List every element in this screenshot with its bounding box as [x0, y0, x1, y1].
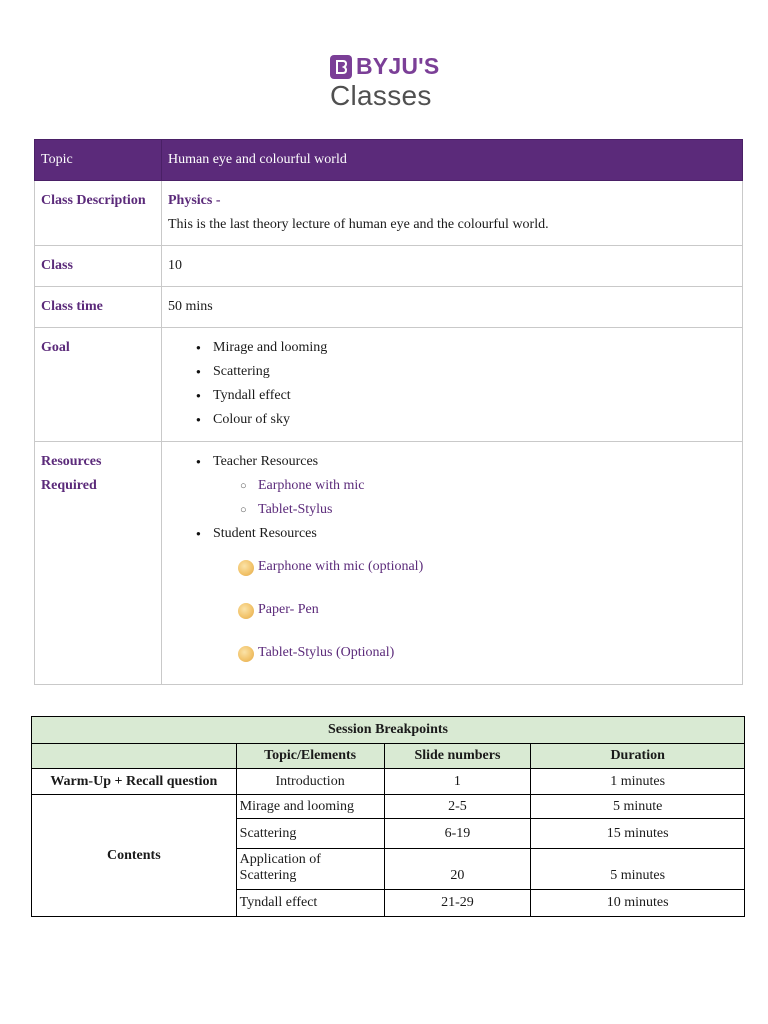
- byjus-b-icon: [330, 55, 352, 79]
- session-header: Duration: [531, 744, 745, 769]
- coin-bullet-icon: [238, 603, 254, 619]
- warmup-label: Warm-Up + Recall question: [32, 769, 237, 795]
- student-resources-item: [196, 522, 736, 546]
- description-text: This is the last theory lecture of human eye and the colourful world.: [168, 217, 549, 232]
- session-header-row: [32, 744, 745, 769]
- table-cell: Application of Scattering: [236, 849, 384, 890]
- description-label: Class Description: [35, 181, 162, 246]
- class-time-value: 50 mins: [162, 287, 743, 328]
- session-header-empty: [32, 744, 237, 769]
- student-resource: [240, 555, 736, 579]
- table-row: [32, 769, 745, 795]
- resources-label: [35, 442, 162, 685]
- table-cell: 20: [384, 849, 531, 890]
- contents-label: Contents: [32, 795, 237, 917]
- teacher-resources-item: [196, 450, 736, 474]
- resources-label-line2: Required: [41, 478, 97, 493]
- class-value: 10: [162, 246, 743, 287]
- table-cell: Scattering: [236, 819, 384, 849]
- student-resource-label: Tablet-Stylus (Optional): [258, 645, 395, 660]
- goal-row: [35, 328, 743, 442]
- table-cell: 1 minutes: [531, 769, 745, 795]
- coin-bullet-icon: [238, 560, 254, 576]
- coin-bullet-icon: [238, 646, 254, 662]
- table-cell: 2-5: [384, 795, 531, 819]
- description-cell: [162, 181, 743, 246]
- goal-item: ● Tyndall effect: [196, 384, 736, 408]
- goal-item: ● Colour of sky: [196, 408, 736, 432]
- student-resources-label: Student Resources: [213, 526, 317, 541]
- goal-cell: [162, 328, 743, 442]
- topic-row: [35, 140, 743, 181]
- student-resource: [240, 598, 736, 622]
- resources-label-line1: Resources: [41, 454, 102, 469]
- goal-item: ● Scattering: [196, 360, 736, 384]
- table-cell: 10 minutes: [531, 890, 745, 917]
- resources-list: [168, 450, 736, 474]
- session-title-row: [32, 717, 745, 744]
- teacher-resource: ○ Earphone with mic: [240, 474, 736, 498]
- table-cell: 15 minutes: [531, 819, 745, 849]
- session-title: Session Breakpoints: [32, 717, 745, 744]
- topic-label: Topic: [35, 140, 162, 181]
- resources-list-2: [168, 522, 736, 546]
- teacher-resource: ○ Tablet-Stylus: [240, 498, 736, 522]
- description-row: [35, 181, 743, 246]
- table-cell: Tyndall effect: [236, 890, 384, 917]
- session-header: Slide numbers: [384, 744, 531, 769]
- table-row: [32, 795, 745, 819]
- teacher-resources-list: [168, 474, 736, 522]
- table-cell: 6-19: [384, 819, 531, 849]
- goal-list: [168, 336, 736, 432]
- table-cell: 21-29: [384, 890, 531, 917]
- student-resource: [240, 641, 736, 665]
- class-info-table: [34, 139, 743, 685]
- logo-brand-text: BYJU'S: [356, 53, 440, 79]
- table-cell: Introduction: [236, 769, 384, 795]
- student-resource-label: Earphone with mic (optional): [258, 559, 424, 574]
- logo-classes-text: Classes: [330, 80, 432, 111]
- class-label: Class: [35, 246, 162, 287]
- goal-item: ● Mirage and looming: [196, 336, 736, 360]
- goal-label: Goal: [35, 328, 162, 442]
- student-resources-list: [168, 555, 736, 665]
- student-resource-label: Paper- Pen: [258, 602, 319, 617]
- session-breakpoints-table: [31, 716, 745, 917]
- byjus-classes-logo: [330, 54, 440, 112]
- table-cell: 1: [384, 769, 531, 795]
- class-row: [35, 246, 743, 287]
- topic-value: Human eye and colourful world: [162, 140, 743, 181]
- table-cell: 5 minute: [531, 795, 745, 819]
- resources-cell: [162, 442, 743, 685]
- table-cell: 5 minutes: [531, 849, 745, 890]
- class-time-row: [35, 287, 743, 328]
- description-subject: Physics -: [168, 193, 221, 208]
- class-time-label: Class time: [35, 287, 162, 328]
- session-header: Topic/Elements: [236, 744, 384, 769]
- resources-row: [35, 442, 743, 685]
- teacher-resources-label: Teacher Resources: [213, 454, 319, 469]
- table-cell: Mirage and looming: [236, 795, 384, 819]
